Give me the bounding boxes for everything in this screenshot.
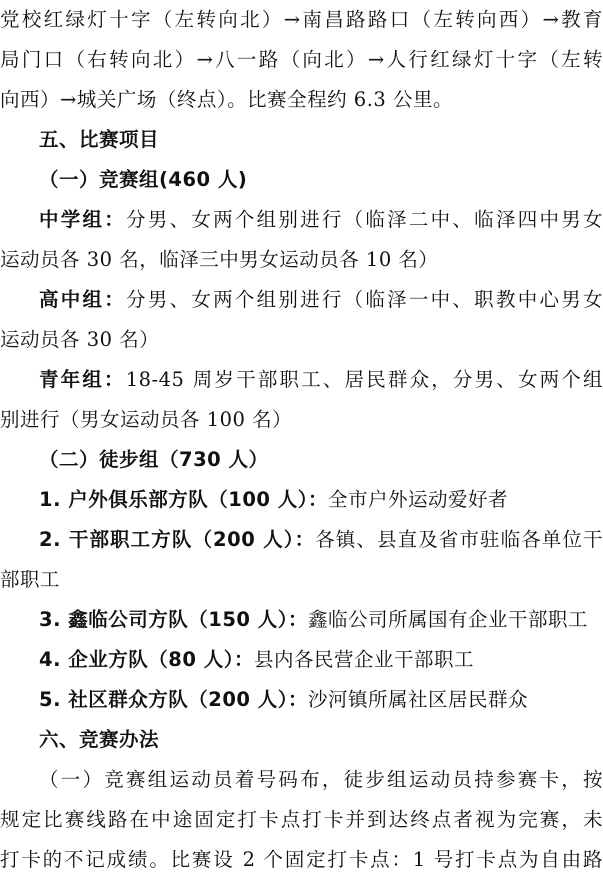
walking-item-4-text: 县内各民营企业干部职工 [253,648,474,671]
section-6-line-1: （一）竞赛组运动员着号码布，徒步组运动员持参赛卡，按 [39,768,603,791]
route-line-1: 党校红绿灯十字（左转向北）→南昌路路口（左转向西）→教育 [0,8,603,31]
walking-item-3-text: 鑫临公司所属国有企业干部职工 [308,608,589,631]
walking-item-2-text: 各镇、县直及省市驻临各单位干 [315,528,603,551]
walking-item-1-label: 1. 户外俱乐部方队（100 人）： [39,488,329,511]
walking-item-4-label: 4. 企业方队（80 人）： [39,648,254,671]
high-school-line-1 [0,286,603,314]
walking-item-3 [0,606,603,634]
route-line-3: 向西）→城关广场（终点）。比赛全程约 6.3 公里。 [0,88,453,111]
walking-item-2-label: 2. 干部职工方队（200 人）： [39,528,316,551]
middle-school-line-1 [0,206,603,234]
route-line-2: 局门口（右转向北）→八一路（向北）→人行红绿灯十字（左转 [0,48,603,71]
walking-item-5-label: 5. 社区群众方队（200 人）： [39,688,309,711]
walking-item-5-text: 沙河镇所属社区居民群众 [308,688,529,711]
walking-group-heading: （二）徒步组（730 人） [39,448,269,471]
youth-line-2: 别进行（男女运动员各 100 名） [0,408,293,431]
section-6-line-2: 规定比赛线路在中途固定打卡点打卡并到达终点者视为完赛，未 [0,808,603,831]
middle-school-text: 分男、女两个组别进行（临泽二中、临泽四中男女 [126,208,603,231]
walking-item-1-text: 全市户外运动爱好者 [328,488,509,511]
youth-text: 18-45 周岁干部职工、居民群众，分男、女两个组 [125,368,603,391]
middle-school-label: 中学组： [39,208,127,231]
high-school-label: 高中组： [39,288,127,311]
youth-label: 青年组： [39,368,126,391]
competition-group-heading: （一）竞赛组(460 人) [39,168,248,191]
walking-item-2 [0,526,603,554]
walking-item-2-continued: 部职工 [0,568,61,591]
walking-item-3-label: 3. 鑫临公司方队（150 人）： [39,608,309,631]
high-school-line-2: 运动员各 30 名） [0,328,160,351]
section-5-heading: 五、比赛项目 [39,128,160,151]
walking-item-1 [0,486,603,514]
walking-item-5 [0,686,603,714]
section-6-heading: 六、竞赛办法 [39,728,160,751]
section-6-line-3: 打卡的不记成绩。比赛设 2 个固定打卡点：1 号打卡点为自由路 [0,848,603,871]
middle-school-line-2: 运动员各 30 名，临泽三中男女运动员各 10 名） [0,248,439,271]
walking-item-4 [0,646,603,674]
youth-line-1 [0,366,603,394]
high-school-text: 分男、女两个组别进行（临泽一中、职教中心男女 [126,288,603,311]
